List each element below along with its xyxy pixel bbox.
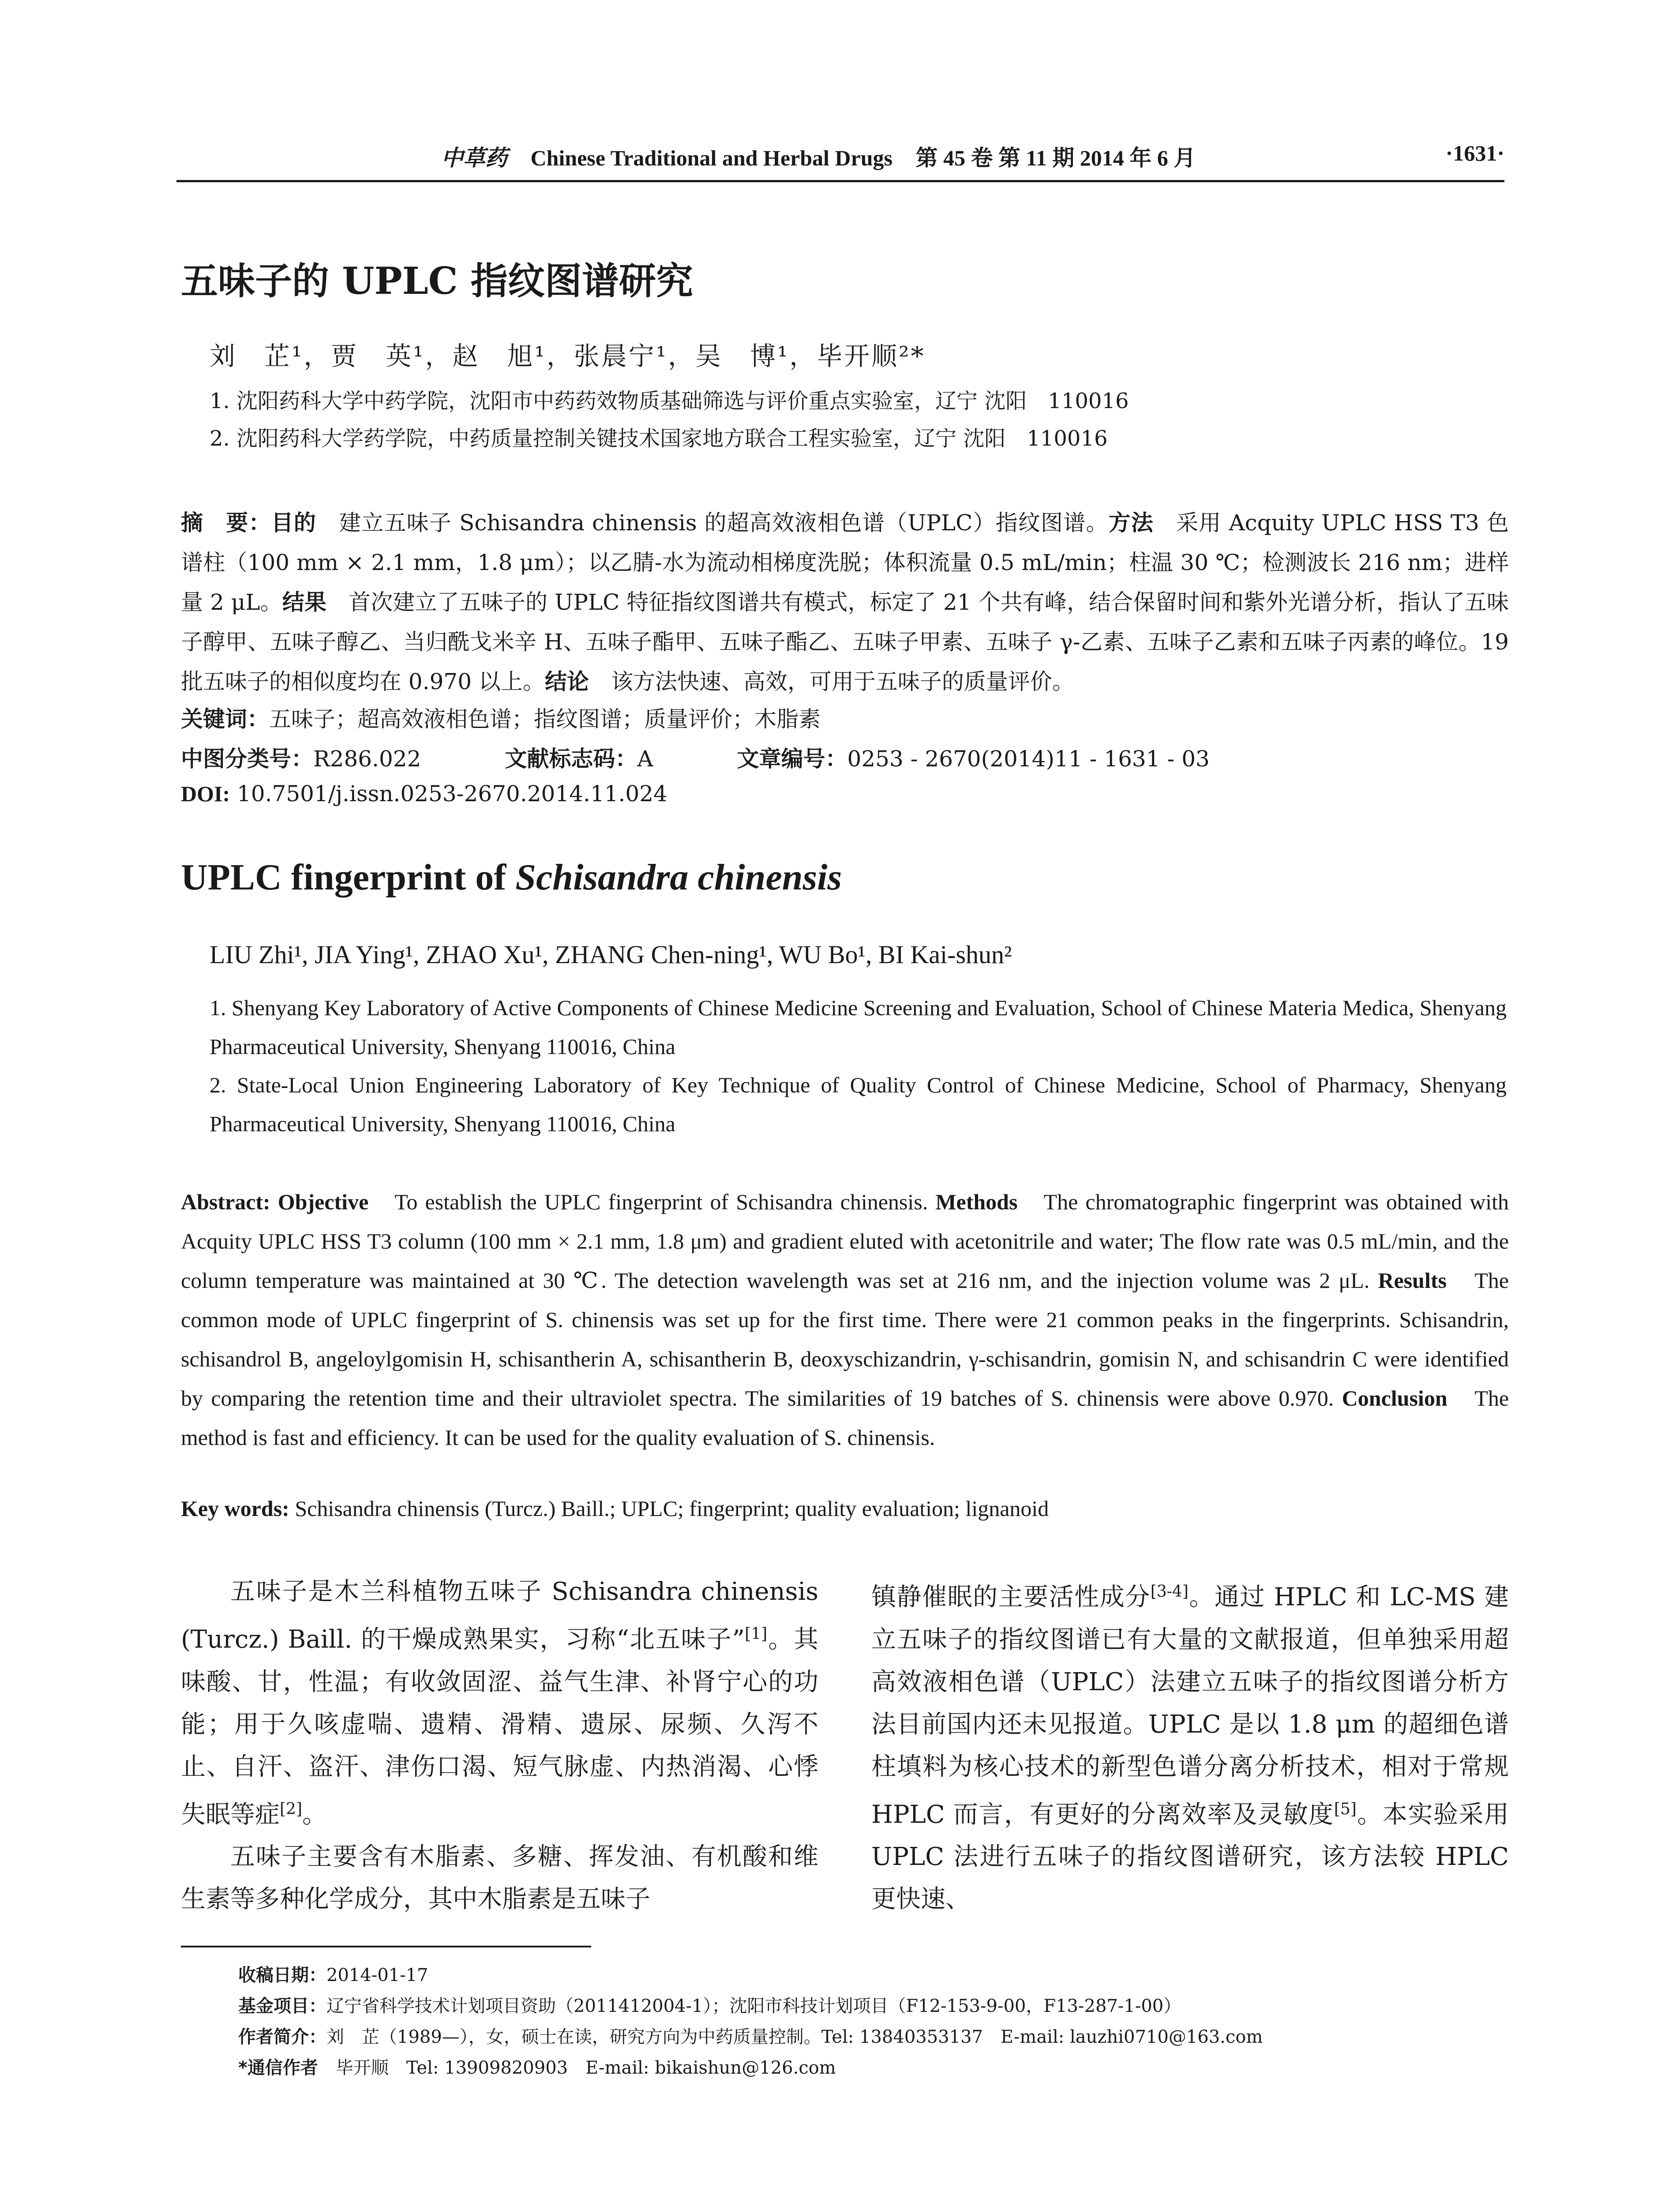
results-label-cn: 结果 xyxy=(282,589,327,615)
abstract-label-cn: 摘 要： xyxy=(181,510,271,536)
article-no-value: 0253 - 2670(2014)11 - 1631 - 03 xyxy=(847,746,1210,772)
body-text: 五味子是木兰科植物五味子 Schisandra chinensis (Turcz.) Baill. 的干燥成熟果实，习称“北五味子” xyxy=(181,1577,818,1654)
doc-code-label: 文献标志码： xyxy=(505,746,638,772)
footnote-text: 刘 芷（1989—），女，硕士在读，研究方向为中药质量控制。Tel: 13840353137 E-mail: lauzhi0710@163.com xyxy=(326,2027,1263,2047)
doi-value[interactable]: 10.7501/j.issn.0253-2670.2014.11.024 xyxy=(237,781,668,807)
affiliation-en-1: 1. Shenyang Key Laboratory of Active Components of Chinese Medicine Screening and Evaluation, School of Chinese Materia Medica, Shenyang Pharmaceutical University, Shenyang 110016, China xyxy=(210,995,1507,1059)
journal-line xyxy=(441,140,1196,172)
results-text-en: The common mode of UPLC fingerprint of S. chinensis was set up for the first time. There were 21 common peaks in the fingerprints. Schisandrin, schisandrol B, angeloylgomisin H, schisantherin A, schisantherin B, deoxyschizandrin, γ-schisandrin, gomisin N, and schisandrin C were identified by comparing the retention time and their ultraviolet spectra. The similarities of 19 batches of S. chinensis were above 0.970. xyxy=(181,1268,1509,1411)
methods-label-en: Methods xyxy=(935,1189,1018,1214)
footnote-text: 辽宁省科学技术计划项目资助（2011412004-1）；沈阳市科技计划项目（F12-153-9-00，F13-287-1-00） xyxy=(326,1996,1181,2016)
body-text: 五味子主要含有木脂素、多糖、挥发油、有机酸和维生素等多种化学成分，其中木脂素是五味子 xyxy=(181,1842,818,1914)
results-text-cn: 首次建立了五味子的 UPLC 特征指纹图谱共有模式，标定了 21 个共有峰，结合保留时间和紫外光谱分析，指认了五味子醇甲、五味子醇乙、当归酰戈米辛 H、五味子酯甲、五味子酯乙、五味子甲素、五味子 γ-乙素、五味子乙素和五味子丙素的峰位。19 批五味子的相似度均在 0.970 以上。 xyxy=(181,589,1509,694)
footnote-label: *通信作者 xyxy=(238,2058,318,2078)
article-no-label: 文章编号： xyxy=(737,746,848,772)
methods-label-cn: 方法 xyxy=(1108,510,1154,536)
citation-ref[interactable]: [3-4] xyxy=(1150,1583,1189,1601)
author-list-cn: 刘 芷¹，贾 英¹，赵 旭¹，张晨宁¹，吴 博¹，毕开顺²* xyxy=(210,341,926,371)
keywords-label-en: Key words: xyxy=(181,1496,289,1521)
body-paragraph xyxy=(871,1571,1509,1921)
citation-ref[interactable]: [2] xyxy=(280,1800,302,1818)
citation-ref[interactable]: [1] xyxy=(745,1625,768,1643)
keywords-cn xyxy=(181,702,821,733)
footnote-fund xyxy=(238,1992,1181,2017)
footnote-divider xyxy=(181,1946,591,1947)
footnote-label: 作者简介： xyxy=(238,2027,326,2047)
doi-line xyxy=(181,781,668,807)
footnote-text: 毕开顺 Tel: 13909820903 E-mail: bikaishun@126.com xyxy=(335,2058,836,2078)
conclusion-text-cn: 该方法快速、高效，可用于五味子的质量评价。 xyxy=(611,669,1074,694)
conclusion-text-en: The method is fast and efficiency. It can be used for the quality evaluation of S. chinensis. xyxy=(181,1386,1509,1450)
journal-issue: 第 45 卷 第 11 期 2014 年 6 月 xyxy=(915,146,1196,170)
conclusion-label-en: Conclusion xyxy=(1342,1386,1448,1411)
page-number: ·1631· xyxy=(1445,141,1504,165)
methods-text-en: The chromatographic fingerprint was obtained with Acquity UPLC HSS T3 column (100 mm × 2.1 mm, 1.8 μm) and gradient eluted with acetonitrile and water; The flow rate was 0.5 mL/min, and the column temperature was maintained at 30 ℃. The detection wavelength was set at 216 nm, and the injection volume was 2 μL. xyxy=(181,1189,1509,1293)
journal-name-cn: 中草药 xyxy=(441,146,507,170)
author-list-en: LIU Zhi¹, JIA Ying¹, ZHAO Xu¹, ZHANG Chen-ning¹, WU Bo¹, BI Kai-shun² xyxy=(210,940,1012,969)
title-en-species: Schisandra chinensis xyxy=(515,857,842,898)
body-text: 。本实验采用 UPLC 法进行五味子的指纹图谱研究，该方法较 HPLC 更快速、 xyxy=(871,1800,1509,1914)
footnote-text: 2014-01-17 xyxy=(326,1965,428,1985)
footnote-label: 收稿日期： xyxy=(238,1965,326,1985)
class-label: 中图分类号： xyxy=(181,746,313,772)
doc-code-value: A xyxy=(637,746,653,772)
abstract-cn xyxy=(181,503,1509,702)
keywords-text-en: Schisandra chinensis (Turcz.) Baill.; UPLC; fingerprint; quality evaluation; lignanoid xyxy=(295,1496,1049,1521)
keywords-label-cn: 关键词： xyxy=(181,706,269,732)
conclusion-label-cn: 结论 xyxy=(544,669,589,694)
methods-text-cn: 采用 Acquity UPLC HSS T3 色谱柱（100 mm × 2.1 mm，1.8 μm）；以乙腈-水为流动相梯度洗脱；体积流量 0.5 mL/min；柱温 30 ℃；检测波长 216 nm；进样量 2 μL。 xyxy=(181,510,1509,615)
affiliation-cn-1: 1. 沈阳药科大学中药学院，沈阳市中药药效物质基础筛选与评价重点实验室，辽宁 沈阳 110016 xyxy=(210,389,1129,413)
classification-line xyxy=(181,741,1210,773)
running-header xyxy=(176,140,1504,182)
body-paragraph xyxy=(181,1836,818,1921)
footnote-received xyxy=(238,1961,428,1986)
body-text: 。其味酸、甘，性温；有收敛固涩、益气生津、补肾宁心的功能；用于久咳虚喘、遗精、滑精、遗尿、尿频、久泻不止、自汗、盗汗、津伤口渴、短气脉虚、内热消渴、心悸失眠等症 xyxy=(181,1625,818,1829)
affiliation-cn-2: 2. 沈阳药科大学药学院，中药质量控制关键技术国家地方联合工程实验室，辽宁 沈阳 110016 xyxy=(210,426,1108,451)
body-column-left xyxy=(181,1571,818,1921)
class-value: R286.022 xyxy=(313,746,421,772)
body-column-right xyxy=(871,1571,1509,1921)
body-text: 。 xyxy=(302,1800,327,1829)
objective-label-cn: 目的 xyxy=(271,510,317,536)
abstract-label-en: Abstract: xyxy=(181,1189,270,1214)
results-label-en: Results xyxy=(1378,1268,1447,1293)
body-text: 镇静催眠的主要活性成分 xyxy=(871,1583,1151,1612)
body-text: 。通过 HPLC 和 LC-MS 建立五味子的指纹图谱已有大量的文献报道，但单独采用超高效液相色谱（UPLC）法建立五味子的指纹图谱分析方法目前国内还未见报道。UPLC 是以 1.8 μm 的超细色谱柱填料为核心技术的新型色谱分离分析技术，相对于常规 HPLC 而言，有更好的分离效率及灵敏度 xyxy=(871,1583,1509,1829)
title-en-plain: UPLC fingerprint of xyxy=(181,857,516,898)
article-title-en xyxy=(181,856,842,899)
footnote-label: 基金项目： xyxy=(238,1996,326,2016)
objective-text-cn: 建立五味子 Schisandra chinensis 的超高效液相色谱（UPLC）指纹图谱。 xyxy=(339,510,1109,536)
affiliation-en-2: 2. State-Local Union Engineering Laboratory of Key Technique of Quality Control of Chinese Medicine, School of Pharmacy, Shenyang Pharmaceutical University, Shenyang 110016, China xyxy=(210,1073,1507,1136)
doi-label: DOI: xyxy=(181,781,230,806)
footnote-corresponding xyxy=(238,2054,836,2079)
journal-name-en: Chinese Traditional and Herbal Drugs xyxy=(530,146,892,170)
keywords-text-cn: 五味子；超高效液相色谱；指纹图谱；质量评价；木脂素 xyxy=(269,706,821,732)
citation-ref[interactable]: [5] xyxy=(1334,1800,1357,1818)
abstract-en xyxy=(181,1182,1509,1457)
article-title-cn: 五味子的 UPLC 指纹图谱研究 xyxy=(181,259,693,303)
keywords-en xyxy=(181,1496,1509,1521)
objective-label-en: Objective xyxy=(278,1189,369,1214)
footnote-author xyxy=(238,2023,1263,2048)
objective-text-en: To establish the UPLC fingerprint of Schisandra chinensis. xyxy=(394,1189,928,1214)
body-paragraph xyxy=(181,1571,818,1836)
